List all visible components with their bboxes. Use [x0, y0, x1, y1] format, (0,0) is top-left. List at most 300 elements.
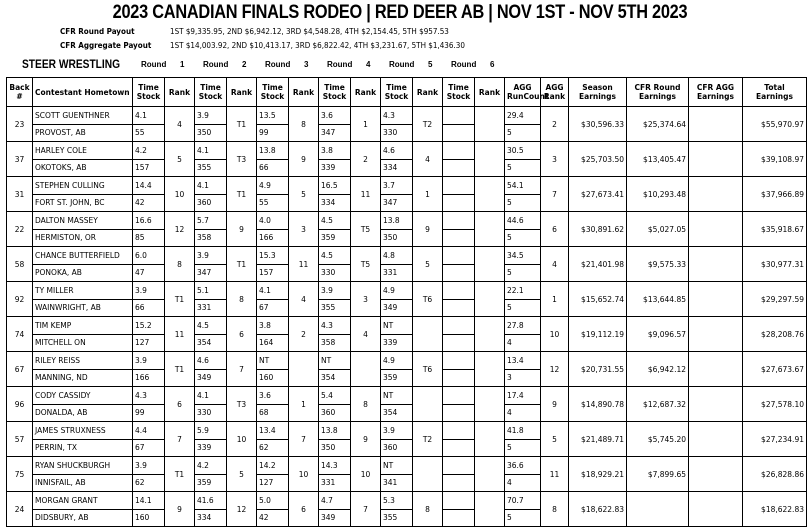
- contestant-name: JAMES STRUXNESS: [33, 422, 133, 440]
- round-6-time: [443, 317, 475, 335]
- agg-time: 36.6: [505, 457, 541, 475]
- round-4-rank: 3: [351, 282, 381, 317]
- round-6-rank: [475, 142, 505, 177]
- round-5-rank: [413, 317, 443, 352]
- round-5-time: 3.7: [381, 177, 413, 195]
- cfr-agg-earnings: [689, 317, 743, 352]
- header-rank-r6: Rank: [475, 78, 505, 107]
- round-3-time: 14.2: [257, 457, 289, 475]
- round-2-rank: T1: [227, 247, 257, 282]
- round-4-stock: 339: [319, 159, 351, 177]
- round-6-time: [443, 352, 475, 370]
- cfr-round-earnings: $13,644.85: [627, 282, 689, 317]
- round-1-stock: 62: [133, 474, 165, 492]
- round-6-time: [443, 177, 475, 195]
- cfr-round-earnings: $12,687.32: [627, 387, 689, 422]
- round-4-time: 4.3: [319, 317, 351, 335]
- agg-rank: 9: [541, 387, 569, 422]
- round-4-stock: 347: [319, 124, 351, 142]
- round-5-stock: 347: [381, 194, 413, 212]
- agg-rank: 3: [541, 142, 569, 177]
- total-earnings: $18,622.83: [743, 492, 807, 527]
- header-time-r5: Time Stock: [381, 78, 413, 107]
- round-4-stock: 354: [319, 369, 351, 387]
- round-6-stock: [443, 369, 475, 387]
- round-4-rank: T5: [351, 247, 381, 282]
- agg-time: 34.5: [505, 247, 541, 265]
- round-1-stock: 55: [133, 124, 165, 142]
- round-header-label: Round: [327, 60, 353, 69]
- round-5-stock: 330: [381, 124, 413, 142]
- round-6-stock: [443, 439, 475, 457]
- round-6-time: [443, 457, 475, 475]
- round-header-number: 4: [366, 60, 371, 69]
- header-time-r6: Time Stock: [443, 78, 475, 107]
- contestant-name: CHANCE BUTTERFIELD: [33, 247, 133, 265]
- round-3-stock: 66: [257, 159, 289, 177]
- contestant-hometown: MITCHELL ON: [33, 334, 133, 352]
- round-3-rank: 1: [289, 387, 319, 422]
- cfr-round-earnings: $10,293.48: [627, 177, 689, 212]
- round-5-time: 4.8: [381, 247, 413, 265]
- round-4-stock: 355: [319, 299, 351, 317]
- round-1-rank: T1: [165, 352, 195, 387]
- back-number: 74: [7, 317, 33, 352]
- contestant-name: TIM KEMP: [33, 317, 133, 335]
- results-table: [6, 77, 807, 527]
- round-1-stock: 67: [133, 439, 165, 457]
- round-3-rank: 8: [289, 107, 319, 142]
- header-cfr-agg-earnings: CFR AGG Earnings: [689, 78, 743, 107]
- round-payout-label: CFR Round Payout: [60, 27, 135, 36]
- round-1-time: 14.4: [133, 177, 165, 195]
- round-1-time: 4.4: [133, 422, 165, 440]
- agg-time: 44.6: [505, 212, 541, 230]
- round-3-stock: 160: [257, 369, 289, 387]
- round-2-stock: 331: [195, 299, 227, 317]
- round-6-rank: [475, 422, 505, 457]
- round-3-time: 13.4: [257, 422, 289, 440]
- round-4-time: 3.9: [319, 282, 351, 300]
- round-2-rank: T3: [227, 387, 257, 422]
- round-1-rank: 11: [165, 317, 195, 352]
- contestant-hometown: FORT ST. JOHN, BC: [33, 194, 133, 212]
- back-number: 67: [7, 352, 33, 387]
- agg-time: 27.8: [505, 317, 541, 335]
- round-6-stock: [443, 194, 475, 212]
- round-1-time: 4.1: [133, 107, 165, 125]
- agg-rank: 6: [541, 212, 569, 247]
- aggregate-payout-values: 1ST $14,003.92, 2ND $10,413.17, 3RD $6,822.42, 4TH $3,231.67, 5TH $1,436.30: [170, 41, 465, 50]
- aggregate-payout-label: CFR Aggregate Payout: [60, 41, 152, 50]
- contestant-hometown: MANNING, ND: [33, 369, 133, 387]
- header-time-r3: Time Stock: [257, 78, 289, 107]
- round-2-stock: 360: [195, 194, 227, 212]
- cfr-round-earnings: $25,374.64: [627, 107, 689, 142]
- round-1-stock: 160: [133, 509, 165, 527]
- round-2-rank: 5: [227, 457, 257, 492]
- round-4-time: 13.8: [319, 422, 351, 440]
- round-payout-values: 1ST $9,335.95, 2ND $6,942.12, 3RD $4,548.28, 4TH $2,154.45, 5TH $957.53: [170, 27, 449, 36]
- round-3-time: 4.1: [257, 282, 289, 300]
- round-2-stock: 349: [195, 369, 227, 387]
- header-contestant: Contestant Hometown: [33, 78, 133, 107]
- agg-run-count: 4: [505, 334, 541, 352]
- table-row: [7, 492, 807, 510]
- round-2-rank: 10: [227, 422, 257, 457]
- total-earnings: $27,673.67: [743, 352, 807, 387]
- round-1-time: 14.1: [133, 492, 165, 510]
- round-4-rank: 9: [351, 422, 381, 457]
- round-3-time: 13.8: [257, 142, 289, 160]
- agg-run-count: 4: [505, 474, 541, 492]
- header-time-r1: Time Stock: [133, 78, 165, 107]
- round-2-rank: 12: [227, 492, 257, 527]
- round-5-time: NT: [381, 387, 413, 405]
- round-6-rank: [475, 177, 505, 212]
- round-5-rank: 9: [413, 212, 443, 247]
- round-2-rank: 6: [227, 317, 257, 352]
- round-2-stock: 355: [195, 159, 227, 177]
- round-1-stock: 42: [133, 194, 165, 212]
- header-agg-rank: AGG Rank: [541, 78, 569, 107]
- header-total-earnings: Total Earnings: [743, 78, 807, 107]
- round-6-time: [443, 142, 475, 160]
- contestant-name: DALTON MASSEY: [33, 212, 133, 230]
- round-4-stock: 350: [319, 439, 351, 457]
- round-5-rank: T2: [413, 422, 443, 457]
- round-5-stock: 355: [381, 509, 413, 527]
- round-5-stock: 331: [381, 264, 413, 282]
- agg-run-count: 5: [505, 264, 541, 282]
- season-earnings: $15,652.74: [569, 282, 627, 317]
- round-2-time: 4.2: [195, 457, 227, 475]
- round-5-rank: 4: [413, 142, 443, 177]
- round-6-stock: [443, 334, 475, 352]
- total-earnings: $37,966.89: [743, 177, 807, 212]
- contestant-name: MORGAN GRANT: [33, 492, 133, 510]
- contestant-hometown: PONOKA, AB: [33, 264, 133, 282]
- round-5-rank: [413, 387, 443, 422]
- cfr-agg-earnings: [689, 212, 743, 247]
- round-3-rank: 10: [289, 457, 319, 492]
- round-4-time: 3.6: [319, 107, 351, 125]
- round-1-time: 16.6: [133, 212, 165, 230]
- total-earnings: $28,208.76: [743, 317, 807, 352]
- round-header-number: 3: [304, 60, 309, 69]
- round-6-time: [443, 422, 475, 440]
- contestant-hometown: DIDSBURY, AB: [33, 509, 133, 527]
- agg-run-count: 3: [505, 369, 541, 387]
- round-6-rank: [475, 282, 505, 317]
- cfr-round-earnings: $13,405.47: [627, 142, 689, 177]
- round-1-rank: 5: [165, 142, 195, 177]
- header-back: Back #: [7, 78, 33, 107]
- cfr-agg-earnings: [689, 387, 743, 422]
- table-row: [7, 142, 807, 160]
- agg-time: 41.8: [505, 422, 541, 440]
- table-row: [7, 422, 807, 440]
- contestant-hometown: OKOTOKS, AB: [33, 159, 133, 177]
- round-6-rank: [475, 107, 505, 142]
- round-2-stock: 359: [195, 474, 227, 492]
- round-2-rank: 7: [227, 352, 257, 387]
- back-number: 75: [7, 457, 33, 492]
- cfr-agg-earnings: [689, 107, 743, 142]
- agg-rank: 11: [541, 457, 569, 492]
- round-2-time: 3.9: [195, 107, 227, 125]
- contestant-hometown: PROVOST, AB: [33, 124, 133, 142]
- round-6-time: [443, 387, 475, 405]
- season-earnings: $14,890.78: [569, 387, 627, 422]
- round-5-rank: T6: [413, 352, 443, 387]
- round-1-rank: 9: [165, 492, 195, 527]
- agg-time: 22.1: [505, 282, 541, 300]
- contestant-name: RYAN SHUCKBURGH: [33, 457, 133, 475]
- back-number: 92: [7, 282, 33, 317]
- round-1-time: 3.9: [133, 457, 165, 475]
- round-3-stock: 157: [257, 264, 289, 282]
- round-4-time: 5.4: [319, 387, 351, 405]
- back-number: 58: [7, 247, 33, 282]
- round-5-stock: 349: [381, 299, 413, 317]
- table-row: [7, 212, 807, 230]
- round-2-time: 5.1: [195, 282, 227, 300]
- agg-run-count: 5: [505, 124, 541, 142]
- round-5-stock: 334: [381, 159, 413, 177]
- header-rank-r4: Rank: [351, 78, 381, 107]
- round-3-rank: 3: [289, 212, 319, 247]
- round-2-stock: 354: [195, 334, 227, 352]
- round-5-time: 4.9: [381, 352, 413, 370]
- round-1-stock: 85: [133, 229, 165, 247]
- round-3-time: 4.0: [257, 212, 289, 230]
- total-earnings: $29,297.59: [743, 282, 807, 317]
- round-3-rank: 7: [289, 422, 319, 457]
- round-6-rank: [475, 352, 505, 387]
- contestant-name: HARLEY COLE: [33, 142, 133, 160]
- agg-run-count: 5: [505, 509, 541, 527]
- total-earnings: $27,578.10: [743, 387, 807, 422]
- table-row: [7, 177, 807, 195]
- round-header-number: 6: [490, 60, 495, 69]
- round-3-time: 4.9: [257, 177, 289, 195]
- round-1-stock: 47: [133, 264, 165, 282]
- round-4-stock: 358: [319, 334, 351, 352]
- round-2-rank: T1: [227, 177, 257, 212]
- season-earnings: $27,673.41: [569, 177, 627, 212]
- total-earnings: $35,918.67: [743, 212, 807, 247]
- cfr-round-earnings: $5,027.05: [627, 212, 689, 247]
- round-4-time: 4.5: [319, 212, 351, 230]
- round-3-time: 13.5: [257, 107, 289, 125]
- round-3-time: 15.3: [257, 247, 289, 265]
- contestant-name: STEPHEN CULLING: [33, 177, 133, 195]
- season-earnings: $30,596.33: [569, 107, 627, 142]
- agg-time: 54.1: [505, 177, 541, 195]
- round-1-rank: 12: [165, 212, 195, 247]
- round-4-time: 16.5: [319, 177, 351, 195]
- round-2-rank: T3: [227, 142, 257, 177]
- table-row: [7, 247, 807, 265]
- cfr-round-earnings: [627, 492, 689, 527]
- round-2-rank: 8: [227, 282, 257, 317]
- round-3-stock: 166: [257, 229, 289, 247]
- round-6-time: [443, 107, 475, 125]
- round-5-rank: 8: [413, 492, 443, 527]
- round-6-stock: [443, 474, 475, 492]
- cfr-agg-earnings: [689, 142, 743, 177]
- agg-time: 70.7: [505, 492, 541, 510]
- round-1-time: 15.2: [133, 317, 165, 335]
- contestant-name: RILEY REISS: [33, 352, 133, 370]
- round-5-rank: T2: [413, 107, 443, 142]
- round-2-time: 3.9: [195, 247, 227, 265]
- agg-rank: 4: [541, 247, 569, 282]
- round-6-rank: [475, 387, 505, 422]
- round-6-rank: [475, 212, 505, 247]
- back-number: 31: [7, 177, 33, 212]
- round-1-stock: 127: [133, 334, 165, 352]
- round-3-rank: 4: [289, 282, 319, 317]
- page-title: 2023 CANADIAN FINALS RODEO | RED DEER AB | NOV 1ST - NOV 5TH 2023: [112, 2, 688, 23]
- round-3-stock: 62: [257, 439, 289, 457]
- round-4-stock: 330: [319, 264, 351, 282]
- round-6-time: [443, 282, 475, 300]
- round-1-rank: 4: [165, 107, 195, 142]
- season-earnings: $19,112.19: [569, 317, 627, 352]
- header-time-r4: Time Stock: [319, 78, 351, 107]
- round-3-rank: 11: [289, 247, 319, 282]
- round-5-stock: 354: [381, 404, 413, 422]
- contestant-hometown: PERRIN, TX: [33, 439, 133, 457]
- agg-time: 13.4: [505, 352, 541, 370]
- header-season-earnings: Season Earnings: [569, 78, 627, 107]
- round-3-rank: [289, 352, 319, 387]
- round-5-stock: 360: [381, 439, 413, 457]
- round-4-stock: 334: [319, 194, 351, 212]
- round-6-time: [443, 212, 475, 230]
- round-6-stock: [443, 404, 475, 422]
- round-5-rank: [413, 457, 443, 492]
- round-3-rank: 5: [289, 177, 319, 212]
- round-4-stock: 360: [319, 404, 351, 422]
- cfr-round-earnings: $6,942.12: [627, 352, 689, 387]
- round-2-stock: 330: [195, 404, 227, 422]
- round-1-time: 4.2: [133, 142, 165, 160]
- season-earnings: $21,401.98: [569, 247, 627, 282]
- cfr-agg-earnings: [689, 247, 743, 282]
- round-5-stock: 339: [381, 334, 413, 352]
- round-4-rank: 4: [351, 317, 381, 352]
- round-3-stock: 55: [257, 194, 289, 212]
- round-4-rank: T5: [351, 212, 381, 247]
- round-2-stock: 350: [195, 124, 227, 142]
- back-number: 96: [7, 387, 33, 422]
- agg-run-count: 4: [505, 404, 541, 422]
- round-2-rank: 9: [227, 212, 257, 247]
- round-3-time: NT: [257, 352, 289, 370]
- header-rank-r2: Rank: [227, 78, 257, 107]
- round-3-rank: 6: [289, 492, 319, 527]
- round-4-stock: 359: [319, 229, 351, 247]
- cfr-agg-earnings: [689, 457, 743, 492]
- round-4-rank: 2: [351, 142, 381, 177]
- cfr-agg-earnings: [689, 352, 743, 387]
- agg-rank: 10: [541, 317, 569, 352]
- season-earnings: $18,929.21: [569, 457, 627, 492]
- round-1-rank: 7: [165, 422, 195, 457]
- round-3-stock: 67: [257, 299, 289, 317]
- round-5-time: NT: [381, 317, 413, 335]
- round-5-rank: 1: [413, 177, 443, 212]
- round-3-time: 5.0: [257, 492, 289, 510]
- header-time-r2: Time Stock: [195, 78, 227, 107]
- round-4-time: 4.7: [319, 492, 351, 510]
- total-earnings: $39,108.97: [743, 142, 807, 177]
- agg-run-count: 5: [505, 229, 541, 247]
- round-6-stock: [443, 264, 475, 282]
- round-1-rank: 10: [165, 177, 195, 212]
- round-header-number: 5: [428, 60, 433, 69]
- header-rank-r3: Rank: [289, 78, 319, 107]
- cfr-agg-earnings: [689, 422, 743, 457]
- round-1-rank: T1: [165, 282, 195, 317]
- round-5-time: 4.9: [381, 282, 413, 300]
- season-earnings: $18,622.83: [569, 492, 627, 527]
- contestant-hometown: WAINWRIGHT, AB: [33, 299, 133, 317]
- round-2-time: 5.7: [195, 212, 227, 230]
- round-3-stock: 99: [257, 124, 289, 142]
- cfr-agg-earnings: [689, 492, 743, 527]
- agg-time: 29.4: [505, 107, 541, 125]
- round-6-rank: [475, 317, 505, 352]
- round-5-time: 5.3: [381, 492, 413, 510]
- round-header-label: Round: [265, 60, 291, 69]
- contestant-name: SCOTT GUENTHNER: [33, 107, 133, 125]
- round-1-stock: 66: [133, 299, 165, 317]
- round-5-time: NT: [381, 457, 413, 475]
- contestant-hometown: INNISFAIL, AB: [33, 474, 133, 492]
- cfr-round-earnings: $9,575.33: [627, 247, 689, 282]
- round-4-rank: [351, 352, 381, 387]
- total-earnings: $27,234.91: [743, 422, 807, 457]
- round-1-time: 3.9: [133, 282, 165, 300]
- round-2-time: 4.1: [195, 387, 227, 405]
- round-5-time: 4.6: [381, 142, 413, 160]
- round-5-stock: 341: [381, 474, 413, 492]
- contestant-name: CODY CASSIDY: [33, 387, 133, 405]
- table-body: [7, 107, 807, 527]
- round-6-stock: [443, 124, 475, 142]
- agg-rank: 7: [541, 177, 569, 212]
- table-row: [7, 107, 807, 125]
- round-3-time: 3.6: [257, 387, 289, 405]
- agg-time: 17.4: [505, 387, 541, 405]
- agg-rank: 8: [541, 492, 569, 527]
- season-earnings: $20,731.55: [569, 352, 627, 387]
- contestant-hometown: HERMISTON, OR: [33, 229, 133, 247]
- round-4-rank: 7: [351, 492, 381, 527]
- round-5-rank: T6: [413, 282, 443, 317]
- table-row: [7, 352, 807, 370]
- round-4-stock: 349: [319, 509, 351, 527]
- round-2-stock: 347: [195, 264, 227, 282]
- round-header-number: 2: [242, 60, 247, 69]
- season-earnings: $21,489.71: [569, 422, 627, 457]
- header-cfr-round-earnings: CFR Round Earnings: [627, 78, 689, 107]
- round-4-stock: 331: [319, 474, 351, 492]
